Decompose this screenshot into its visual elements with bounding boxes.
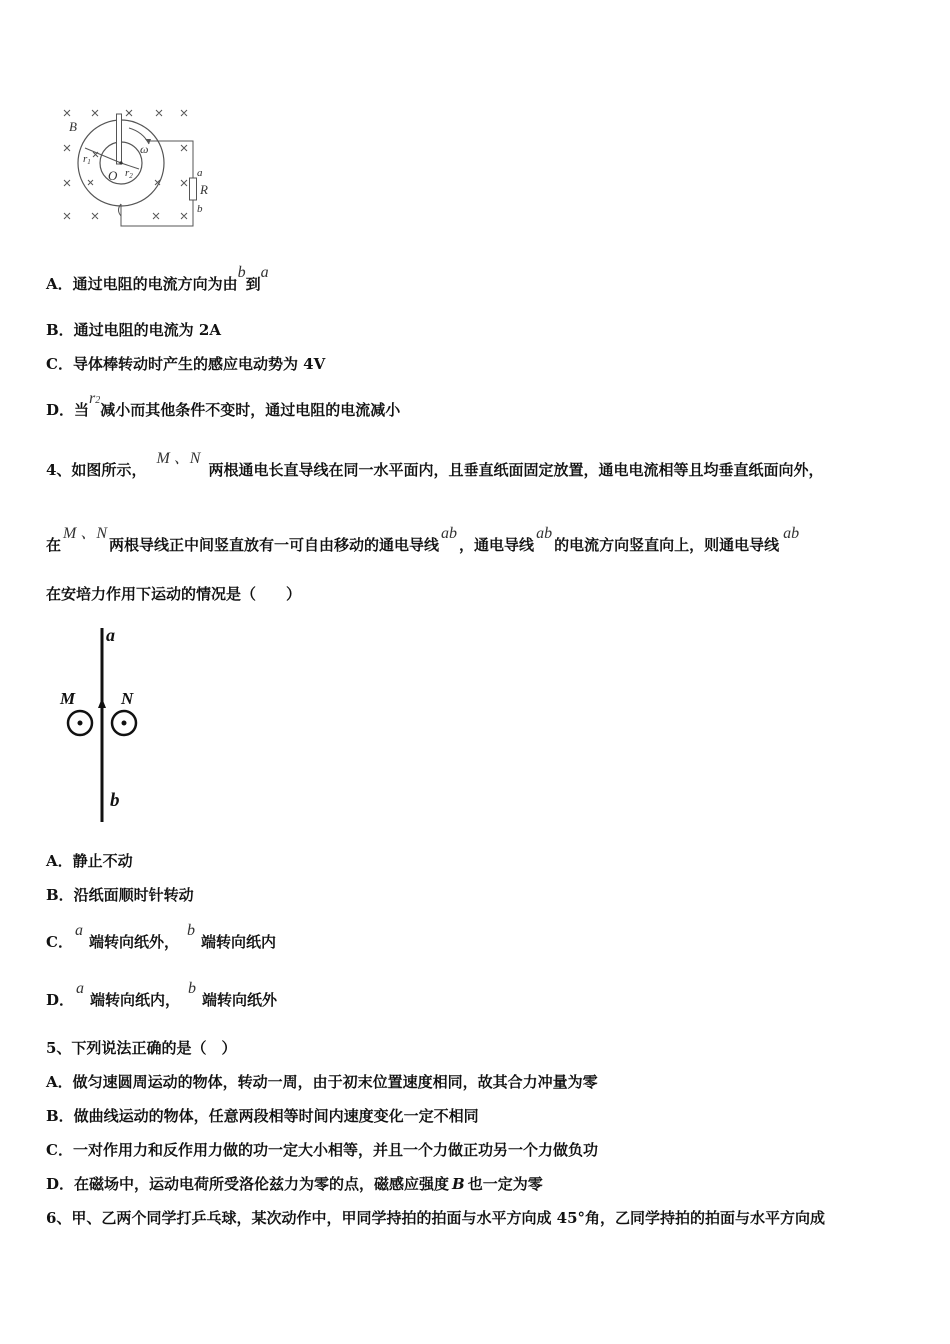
q4-stem-line3: 在安培力作用下运动的情况是（ ） [46, 585, 302, 603]
var-B: B [452, 1175, 465, 1193]
wire-N [112, 711, 136, 735]
q4-option-d[interactable]: D．a端转向纸内，b端转向纸外 [46, 980, 278, 1009]
var-ab-3: ab [783, 525, 800, 542]
q5-option-a[interactable]: A．做匀速圆周运动的物体，转动一周，由于初末位置速度相同，故其合力冲量为零 [46, 1073, 598, 1091]
label-R: R [200, 182, 208, 197]
conducting-rod [117, 114, 122, 164]
q4-stem-line1: 4、如图所示，M 、N两根通电长直导线在同一水平面内，且垂直纸面固定放置，通电电流相等且均垂直纸面向外， [46, 450, 824, 479]
label-M: M [60, 689, 76, 708]
q3-option-d[interactable]: D．当r2减小而其他条件不变时，通过电阻的电流减小 [46, 390, 401, 419]
q5-option-b[interactable]: B．做曲线运动的物体，任意两段相等时间内速度变化一定不相同 [46, 1107, 479, 1125]
var-a: a [76, 980, 85, 997]
var-ab-1: ab [441, 525, 458, 542]
label-B: B [69, 119, 77, 134]
q4-option-c[interactable]: C．a端转向纸外，b端转向纸内 [46, 922, 276, 951]
circuit-wire-top [150, 141, 193, 178]
resistor-R [190, 178, 197, 200]
var-a: a [74, 922, 83, 939]
var-mn-2: M 、N [63, 525, 108, 542]
center-point [119, 161, 122, 164]
label-r2: r2 [125, 167, 133, 180]
label-O: O [108, 168, 118, 183]
q5-option-c[interactable]: C．一对作用力和反作用力做的功一定大小相等，并且一个力做正功另一个力做负功 [46, 1141, 598, 1159]
figure-rotating-rod-circuit [55, 104, 225, 232]
radius-r2 [121, 163, 139, 169]
label-omega: ω [140, 142, 149, 156]
wire-M [68, 711, 92, 735]
label-r1: r1 [83, 153, 91, 166]
var-b: b [237, 264, 246, 281]
var-b: b [186, 922, 195, 939]
q4-stem-line2: 在M 、N两根导线正中间竖直放有一可自由移动的通电导线ab，通电导线ab的电流方向竖直向上，则通电导线ab [46, 525, 800, 554]
q5-option-d[interactable]: D．在磁场中，运动电荷所受洛伦兹力为零的点，磁感应强度 B 也一定为零 [46, 1175, 543, 1193]
q3-option-b[interactable]: B．通过电阻的电流为 2A [46, 321, 221, 339]
label-a: a [106, 625, 115, 645]
q3-option-a[interactable]: A．通过电阻的电流方向为由b到a [46, 264, 269, 293]
var-ab-2: ab [536, 525, 553, 542]
q4-option-b[interactable]: B．沿纸面顺时针转动 [46, 886, 194, 904]
q5-stem: 5、下列说法正确的是（ ） [46, 1039, 237, 1057]
current-arrow [98, 698, 106, 708]
var-mn: M 、N [156, 450, 201, 467]
figure-wires-mn-ab [58, 624, 158, 826]
label-b: b [110, 790, 120, 811]
circuit-wire-bottom [121, 200, 193, 226]
label-b: b [197, 203, 203, 215]
var-b: b [188, 980, 197, 997]
q4-option-a[interactable]: A．静止不动 [46, 852, 133, 870]
var-r2: r2 [89, 390, 101, 407]
label-N: N [121, 689, 134, 708]
q6-stem: 6、甲、乙两个同学打乒乓球，某次动作中，甲同学持拍的拍面与水平方向成 45°角，乙同学持拍的拍面与水平方向成 [46, 1209, 826, 1227]
q3-option-c[interactable]: C．导体棒转动时产生的感应电动势为 4V [46, 355, 326, 373]
label-a: a [197, 167, 203, 179]
var-a: a [260, 264, 269, 281]
